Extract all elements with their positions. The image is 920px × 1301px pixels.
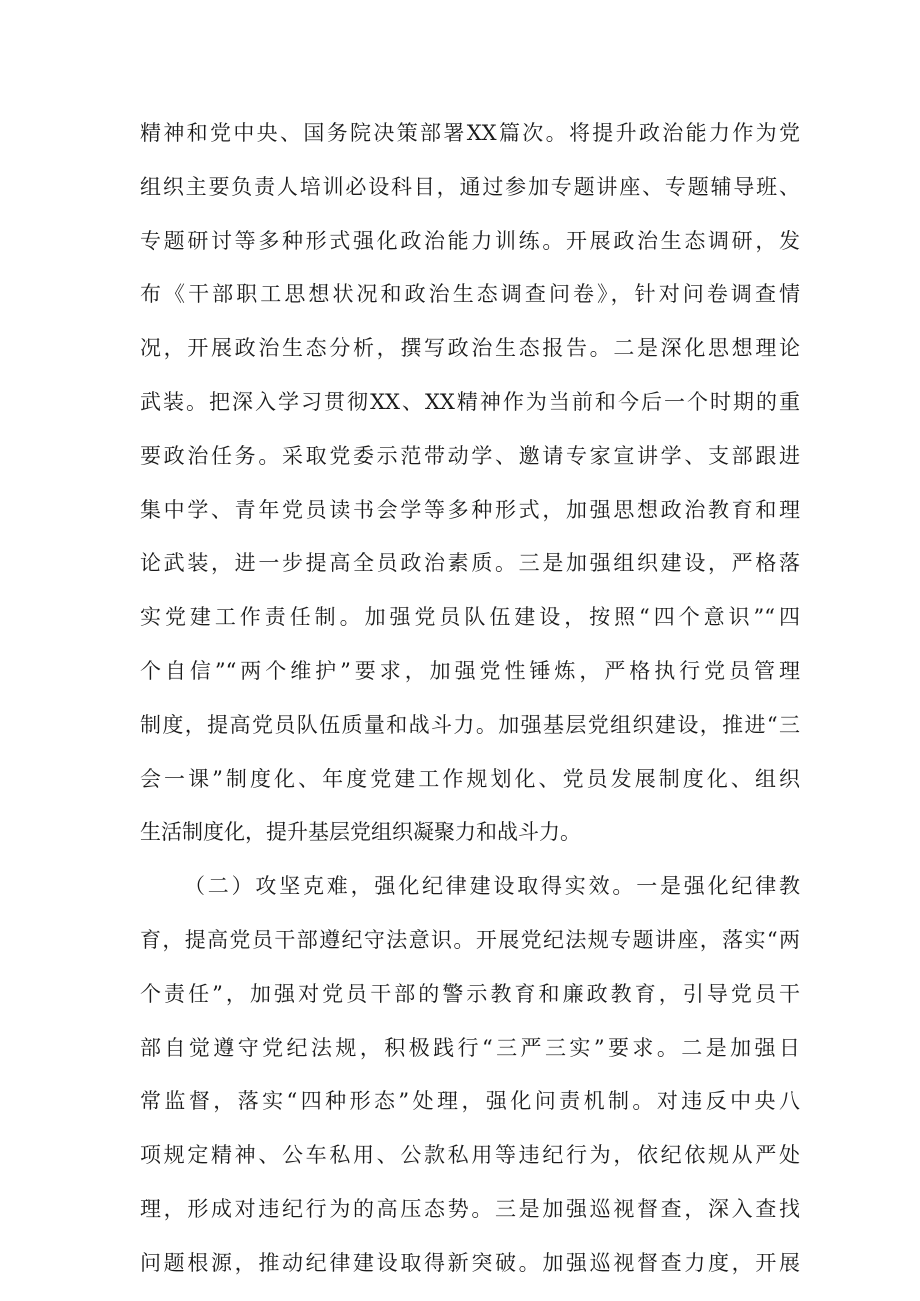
text-line: 部自觉遵守党纪法规，积极践行“三严三实”要求。二是加强日 — [140, 1035, 800, 1060]
text-line: 育，提高党员干部遵纪守法意识。开展党纪法规专题讲座，落实“两 — [140, 927, 800, 952]
text-line: 武装。把深入学习贯彻XX、XX精神作为当前和今后一个时期的重 — [140, 389, 800, 414]
text-line: 个责任”，加强对党员干部的警示教育和廉政教育，引导党员干 — [140, 981, 800, 1006]
text-line: 生活制度化，提升基层党组织凝聚力和战斗力。 — [140, 820, 581, 845]
text-line: 实党建工作责任制。加强党员队伍建设，按照“四个意识”“四 — [140, 605, 800, 630]
text-line: 布《干部职工思想状况和政治生态调查问卷》，针对问卷调查情 — [140, 282, 800, 307]
text-line: 理，形成对违纪行为的高压态势。三是加强巡视督查，深入查找 — [140, 1196, 800, 1221]
text-line: 常监督，落实“四种形态”处理，强化问责机制。对违反中央八 — [140, 1089, 800, 1114]
text-line: 项规定精神、公车私用、公款私用等违纪行为，依纪依规从严处 — [140, 1143, 800, 1168]
text-line: 集中学、青年党员读书会学等多种形式，加强思想政治教育和理 — [140, 497, 800, 522]
text-line: 论武装，进一步提高全员政治素质。三是加强组织建设，严格落 — [140, 551, 800, 576]
paragraph-party-building — [140, 107, 800, 860]
text-line: 个自信”“两个维护”要求，加强党性锤炼，严格执行党员管理 — [140, 658, 800, 683]
text-line: 要政治任务。采取党委示范带动学、邀请专家宣讲学、支部跟进 — [140, 443, 800, 468]
paragraph-discipline — [140, 860, 800, 1290]
section-heading-line: （二）攻坚克难，强化纪律建设取得实效。一是强化纪律教 — [184, 874, 800, 899]
text-line: 专题研讨等多种形式强化政治能力训练。开展政治生态调研，发 — [140, 228, 800, 253]
text-line: 组织主要负责人培训必设科目，通过参加专题讲座、专题辅导班、 — [140, 174, 800, 199]
text-line: 精神和党中央、国务院决策部署XX篇次。将提升政治能力作为党 — [140, 121, 800, 145]
text-line: 况，开展政治生态分析，撰写政治生态报告。二是深化思想理论 — [140, 336, 800, 361]
text-line: 制度，提高党员队伍质量和战斗力。加强基层党组织建设，推进“三 — [140, 712, 800, 737]
document-body — [140, 107, 800, 1291]
text-line: 会一课”制度化、年度党建工作规划化、党员发展制度化、组织 — [140, 766, 800, 791]
text-line: 问题根源，推动纪律建设取得新突破。加强巡视督查力度，开展 — [140, 1250, 800, 1275]
